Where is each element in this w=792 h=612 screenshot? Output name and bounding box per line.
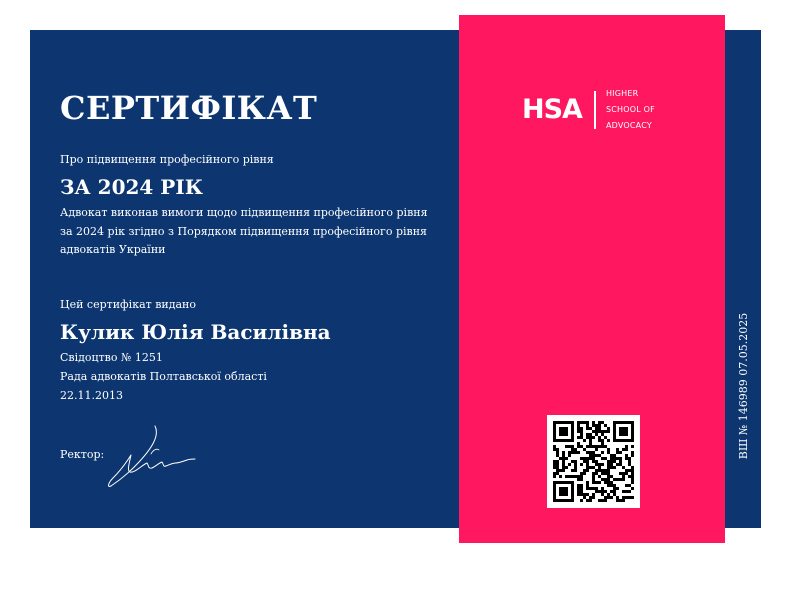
logo-mark: HSA bbox=[522, 94, 582, 125]
certificate-subtitle: Про підвищення професійного рівня bbox=[60, 153, 274, 166]
logo-divider bbox=[594, 91, 596, 129]
logo-wordmark bbox=[606, 86, 655, 134]
certificate-description: Адвокат виконав вимоги щодо підвищення професійного рівня за 2024 рік згідно з Порядком підвищення професійного рівня адвокатів України bbox=[60, 206, 428, 256]
logo-word-advocacy: ADVOCACY bbox=[605, 121, 652, 130]
certificate-title: СЕРТИФІКАТ bbox=[60, 89, 318, 127]
certificate-number: Свідоцтво № 1251 bbox=[60, 351, 163, 364]
issued-label: Цей сертифікат видано bbox=[60, 298, 197, 311]
vertical-registry-id: ВШ № 146989 07.05.2025 bbox=[737, 312, 750, 460]
rector-label: Ректор: bbox=[60, 448, 105, 461]
issue-date: 22.11.2013 bbox=[60, 389, 123, 402]
qr-code-icon bbox=[547, 415, 640, 508]
hsa-logo bbox=[522, 88, 655, 132]
holder-name: Кулик Юлія Василівна bbox=[60, 320, 331, 344]
logo-word-higher: HIGHER bbox=[605, 89, 639, 98]
bar-council: Рада адвокатів Полтавської області bbox=[60, 370, 267, 383]
year-heading: ЗА 2024 РІК bbox=[60, 175, 203, 199]
logo-word-school: SCHOOL OF bbox=[605, 105, 655, 114]
signature-icon bbox=[106, 420, 206, 492]
